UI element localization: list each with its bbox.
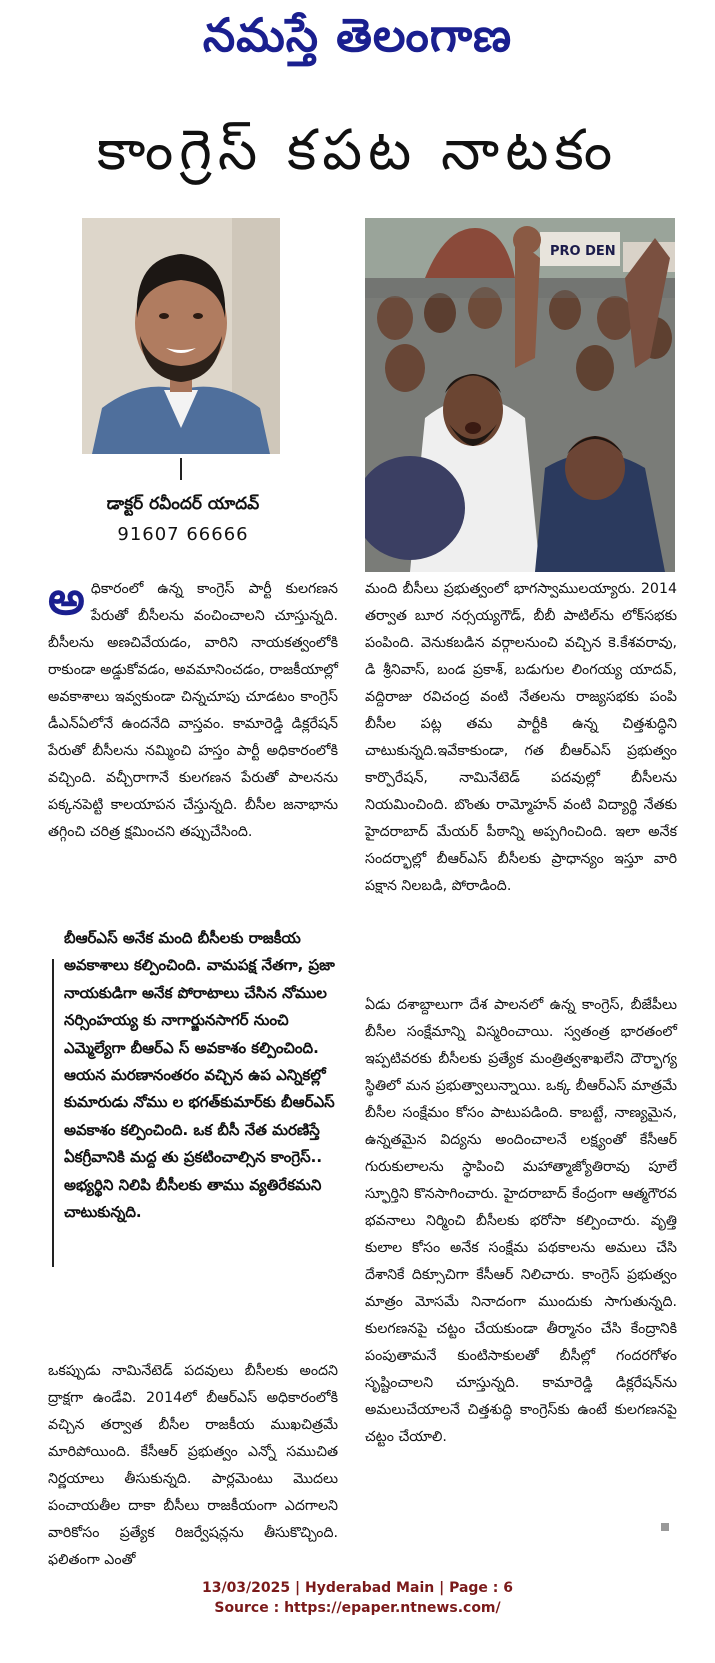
- source-url[interactable]: Source : https://epaper.ntnews.com/: [214, 1600, 501, 1616]
- protest-illustration: [365, 218, 675, 572]
- protest-photo: [365, 218, 675, 572]
- portrait-illustration: [82, 218, 280, 454]
- masthead-logo: నమస్తే తెలంగాణ: [202, 8, 513, 62]
- pull-quote-text: బీఆర్ఎస్ అనేక మంది బీసీలకు రాజకీయ అవకాశాలు కల్పించింది. వామపక్ష నేతగా, ప్రజా నాయకుడిగా అనేక పోరాటాలు చేసిన నోముల నర్సింహయ్య కు నాగార్జునసాగర్ నుంచి ఎమ్మెల్యేగా బీఆర్ఎ స్ అవకాశం కల్పించింది. ఆయన మరణానంతరం వచ్చిన ఉప ఎన్నికల్లో కుమారుడు నోము ల భగత్‌కుమార్‌కు బీఆర్ఎస్ అవకాశం కల్పించింది. ఒక బీసీ నేత మరణిస్తే ఏకగ్రీవానికి మద్ద తు ప్రకటించాల్సిన కాంగ్రెస్.. అభ్యర్థిని నిలిపి బీసీలకు తాము వ్యతిరేకమని చాటుకున్నది.: [64, 929, 335, 1222]
- article-column-left: [48, 571, 338, 846]
- author-phone: 91607 66666: [117, 524, 249, 545]
- article-paragraph-4: ఏడు దశాబ్దాలుగా దేశ పాలనలో ఉన్న కాంగ్రెస్, బీజేపీలు బీసీల సంక్షేమాన్ని విస్మరించాయి. స్వతంత్ర భారతంలో ఇప్పటివరకు బీసీలకు ప్రత్యేక మంత్రిత్వశాఖలేని దౌర్భాగ్య స్థితిలో మన ప్రభుత్వాలున్నాయి. ఒక్క బీఆర్ఎస్ మాత్రమే బీసీల సంక్షేమం కోసం పాటుపడింది. కాబట్టే, నాణ్యమైన, ఉన్నతమైన విద్యను అందించాలనే లక్ష్యంతో కేసీఆర్ గురుకులాలను స్థాపించి మహాత్మాజ్యోతిరావు పూలే స్ఫూర్తిని కొనసాగించారు. హైదరాబాద్ కేంద్రంగా ఆత్మగౌరవ భవనాలు నిర్మించి బీసీలకు భరోసా కల్పించారు. వృత్తి కులాల కోసం అనేక సంక్షేమ పథకాలను అమలు చేసి దేశానికే దిక్సూచిగా కేసీఆర్ నిలిచారు. కాంగ్రెస్ ప్రభుత్వం మాత్రం మోసమే నినాదంగా ముందుకు సాగుతున్నది. కులగణనపై చట్టం చేయకుండా తీర్మానం చేసి కేంద్రానికి పంపుతామనే కుంటిసాకులతో బీసీల్లో గందరగోళం సృష్టించాలని చూస్తున్నది. కామారెడ్డి డిక్లరేషన్‌ను అమలుచేయాలనే చిత్తశుద్ధి కాంగ్రెస్‌కు ఉంటే కులగణనపై చట్టం చేయాలి.: [365, 997, 677, 1445]
- article-column-right: [365, 576, 677, 900]
- article-headline: కాంగ్రెస్ కపట నాటకం: [96, 118, 619, 183]
- article-paragraph-3: మంది బీసీలు ప్రభుత్వంలో భాగస్వాములయ్యారు. 2014 తర్వాత బూర నర్సయ్యగౌడ్, బీబీ పాటిల్‌ను లోక్‌సభకు పంపింది. వెనుకబడిన వర్గాలనుంచి వచ్చిన కె.కేశవరావు, డి శ్రీనివాస్, బండ ప్రకాశ్, బడుగుల లింగయ్య యాదవ్, వద్దిరాజు రవిచంద్ర వంటి నేతలను రాజ్యసభకు పంపి బీసీల పట్ల తమ పార్టీకి ఉన్న చిత్తశుద్ధిని చాటుకున్నది.ఇవేకాకుండా, గత బీఆర్ఎస్ ప్రభుత్వం కార్పొరేషన్, నామినేటెడ్ పదవుల్లో బీసీలను నియమించింది. బొంతు రామ్మోహన్ వంటి విద్యార్థి నేతకు హైదరాబాద్ మేయర్ పీఠాన్ని అప్పగించింది. ఇలా అనేక సందర్భాల్లో బీఆర్ఎస్ బీసీలకు ప్రాధాన్యం ఇస్తూ వారి పక్షాన నిలబడి, పోరాడింది.: [365, 581, 677, 894]
- article-column-right-bottom: [365, 992, 677, 1451]
- pull-quote-bar: [52, 959, 54, 1267]
- article-end-mark: [661, 1523, 669, 1531]
- edition-info: 13/03/2025 | Hyderabad Main | Page : 6: [201, 1580, 514, 1596]
- pull-quote: [64, 925, 344, 1226]
- drop-cap: అ: [48, 571, 85, 625]
- author-name: డాక్టర్ రవీందర్ యాదవ్: [106, 494, 260, 514]
- article-column-left-bottom: [48, 1358, 338, 1574]
- article-paragraph-2: ఒకప్పుడు నామినేటెడ్ పదవులు బీసీలకు అందని ద్రాక్షగా ఉండేవి. 2014లో బీఆర్ఎస్ అధికారంలోకి వచ్చిన తర్వాత బీసీల రాజకీయ ముఖచిత్రమే మారిపోయింది. కేసీఆర్ ప్రభుత్వం ఎన్నో సముచిత నిర్ణయాలు తీసుకున్నది. పార్లమెంటు మొదలు పంచాయతీల దాకా బీసీలు రాజకీయంగా ఎదగాలని వారికోసం ప్రత్యేక రిజర్వేషన్లను తీసుకొచ్చింది. ఫలితంగా ఎంతో: [48, 1363, 338, 1568]
- author-portrait: [82, 218, 280, 454]
- shop-sign-text: PRO DEN: [550, 244, 616, 259]
- paragraph-1-text: ధికారంలో ఉన్న కాంగ్రెస్ పార్టీ కులగణన పేరుతో బీసీలను వంచించాలని చూస్తున్నది. బీసీలను అణచివేయడం, వారిని నాయకత్వంలోకి రాకుండా అడ్డుకోవడం, అవమానించడం, రాజకీయాల్లో అవకాశాలు ఇవ్వకుండా చిన్నచూపు చూడటం కాంగ్రెస్ డీఎన్ఏలోనే ఉందనేది వాస్తవం. కామారెడ్డి డిక్లరేషన్ పేరుతో బీసీలను నమ్మించి హస్తం పార్టీ అధికారంలోకి వచ్చింది. వచ్చీరాగానే కులగణన పేరుతో పాలనను పక్కనపెట్టి కాలయాపన చేస్తున్నది. బీసీల జనాభాను తగ్గించి చరిత్ర క్షమించని తప్పుచేసింది.: [48, 581, 338, 840]
- article-paragraph-1: [48, 571, 338, 846]
- byline-connector: [180, 458, 182, 480]
